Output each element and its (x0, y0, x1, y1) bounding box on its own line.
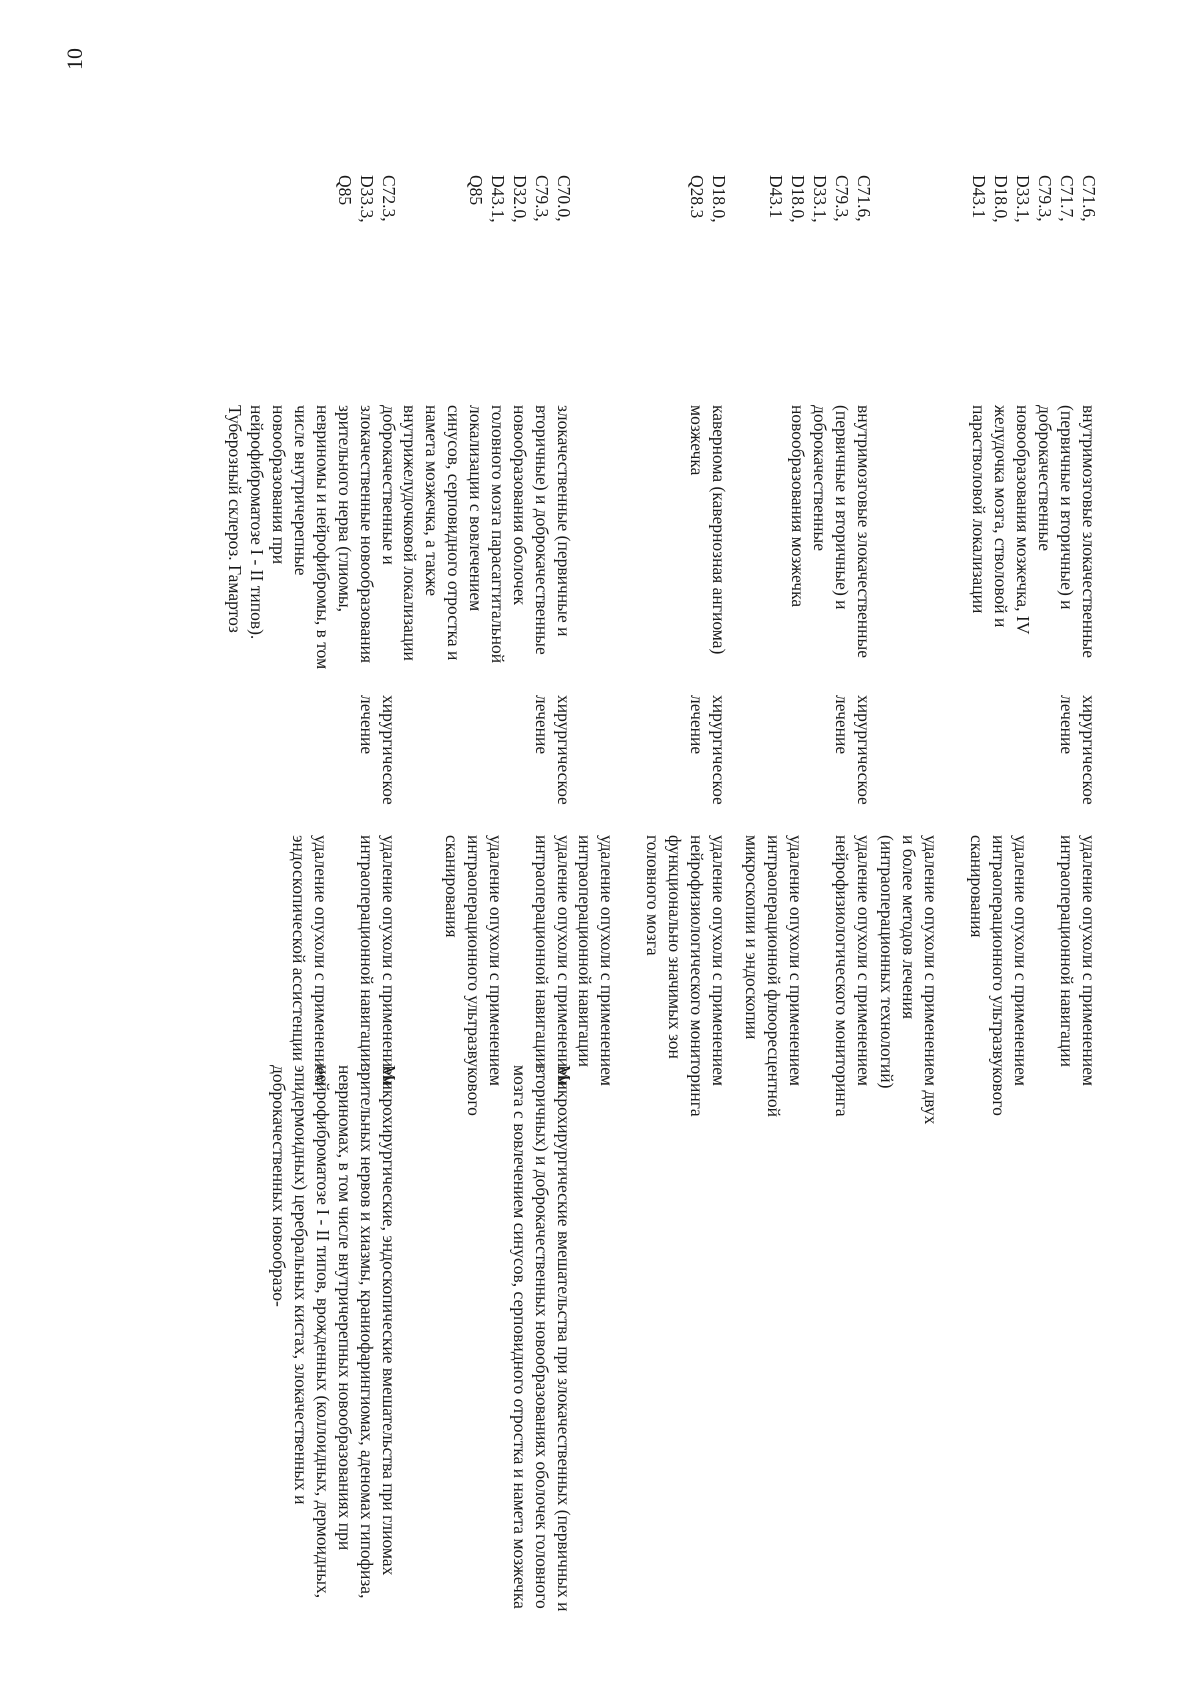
method-item: удаление опухоли с применением двух и более методов лечения (интраоперационных технологий) (877, 835, 941, 1125)
treatment-type: хирургическое лечение (687, 695, 729, 805)
method-item: удаление опухоли с применением интраоперационной навигации (575, 835, 617, 1086)
method-item: удаление опухоли с применением нейрофизиологического мониторинга (832, 835, 874, 1117)
treatment-type: хирургическое лечение (357, 695, 399, 805)
treatment-type: хирургическое лечение (832, 695, 874, 805)
method-item: удаление опухоли с применением нейрофизиологического мониторинга функционально значимых зон головного мозга (643, 835, 729, 1117)
diagnosis-codes: C71.6, C79.3, D33.1, D18.0, D43.1 (766, 175, 874, 223)
diagnosis-description: доброкачественные и злокачественные новообразования зрительного нерва (глиомы, невриномы и нейрофибромы, в том числе внутричерепные новообразования при нейрофиброматозе I - II типов). Туберозный склероз. Гамартоз (225, 405, 399, 670)
method-item: удаление опухоли с применением интраоперационного ультразвукового сканирования (967, 835, 1031, 1116)
treatment-type: хирургическое лечение (1057, 695, 1099, 805)
treatment-type: хирургическое лечение (532, 695, 574, 805)
method-item: удаление опухоли с применением эндоскопической ассистенции (289, 835, 331, 1086)
diagnosis-description: внутримозговые злокачественные (первичные и вторичные) и доброкачественные новообразования мозжечка, IV желудочка мозга, стволовой и парастволовой локализации (969, 405, 1099, 659)
diagnosis-description: кавернома (кавернозная ангиома) мозжечка (687, 405, 729, 655)
method-item: удаление опухоли с применением интраоперационной флюоресцентной микроскопии и эндоскопии (742, 835, 806, 1118)
method-item: удаление опухоли с применением интраоперационной навигации (357, 835, 399, 1086)
diagnosis-codes: C72.3, D33.3, Q85 (335, 175, 399, 223)
group-name: Микрохирургические вмешательства при злокачественных (первичных и вторичных) и доброкачественных новообразованиях оболочек головного мозга с вовлечением синусов, серповидного отростка и намета мозжечка (510, 1065, 574, 1612)
page-number: 10 (62, 48, 87, 70)
method-item: удаление опухоли с применением интраоперационной навигации (1057, 835, 1099, 1086)
group-names-column (200, 1065, 1100, 1705)
diagnosis-description: злокачественные (первичные и вторичные) и доброкачественные новообразования оболочек головного мозга парасаггитальной локализации с вовлечением синусов, серповидного отростка и намета мозжечка, а также внутрижелудочковой локализации (400, 405, 574, 664)
group-name: Микрохирургические, эндоскопические вмешательства при глиомах зрительных нервов и хиазмы, краниофарингиомах, аденомах гипофиза, невриномах, в том числе внутричерепных новообразованиях при нейрофиброматозе I - II типов, врожденных (коллоидных, дермоидных, эпидермоидных) церебральных кистах, злокачественных и доброкачественных новообразо- (269, 1065, 399, 1599)
diagnosis-codes: C71.6, C71.7, C79.3, D33.1, D18.0, D43.1 (969, 175, 1099, 223)
diagnosis-codes: C70.0, C79.3, D32.0, D43.1, Q85 (466, 175, 574, 223)
diagnosis-codes: D18.0, Q28.3 (687, 175, 729, 223)
diagnosis-description: внутримозговые злокачественные (первичные и вторичные) и доброкачественные новообразования мозжечка (788, 405, 874, 659)
method-item: удаление опухоли с применением интраоперационной навигации (532, 835, 574, 1086)
method-item: удаление опухоли с применением интраоперационного ультразвукового сканирования (442, 835, 506, 1116)
